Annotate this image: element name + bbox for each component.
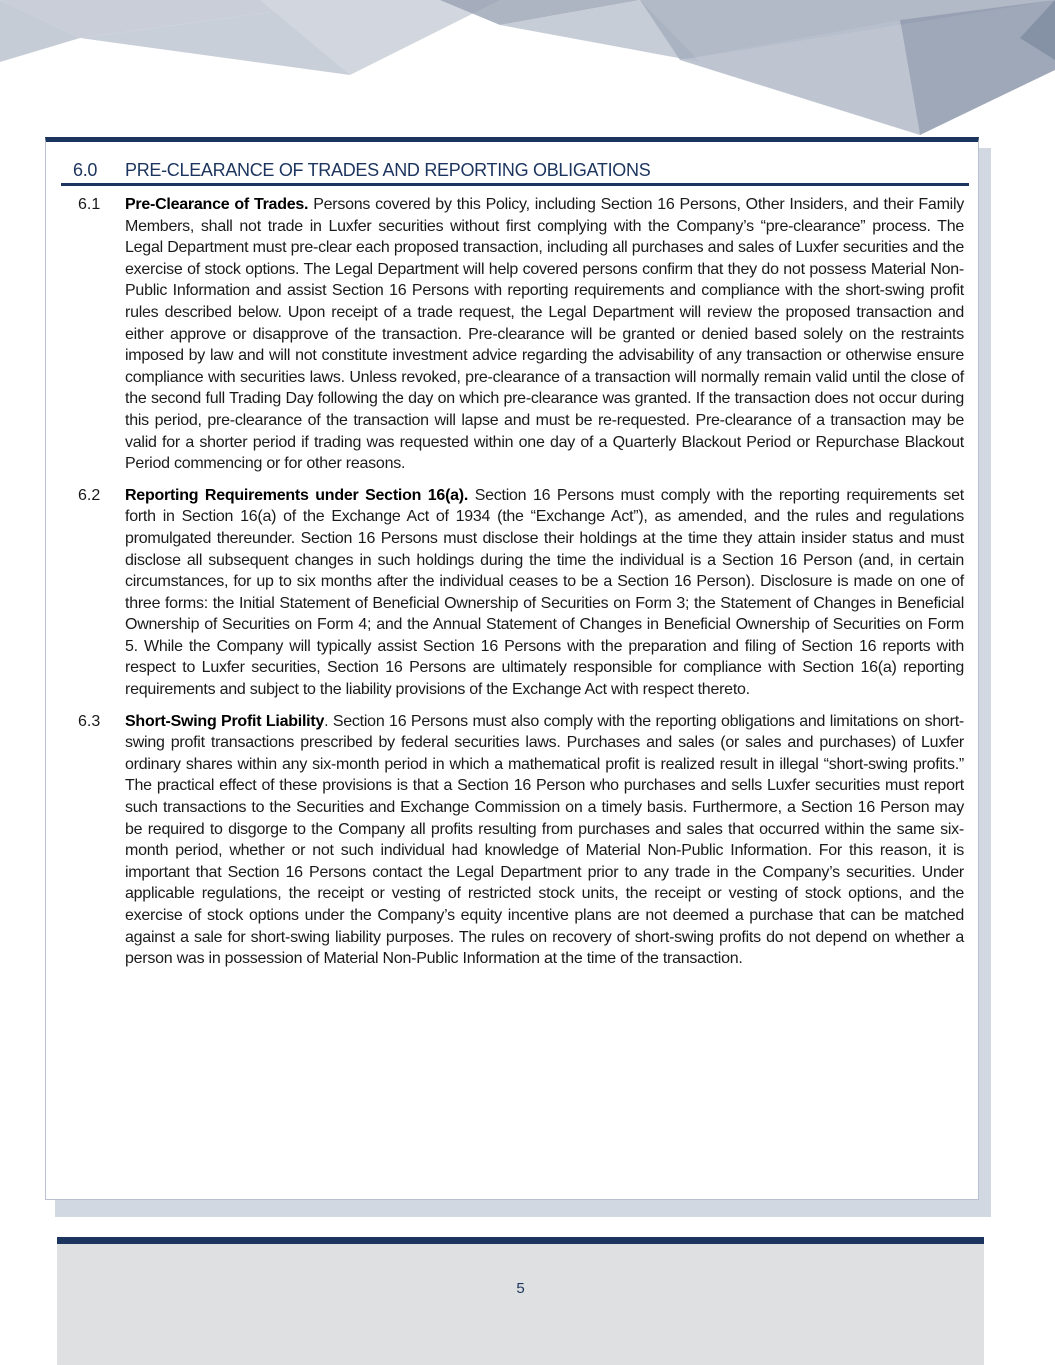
subsection-title: Short-Swing Profit Liability	[125, 712, 325, 730]
section-list	[78, 194, 964, 980]
subsection-body: Persons covered by this Policy, including Section 16 Persons, Other Insiders, and their Family Members, shall not trade in Luxfer securities without first complying with the Company’s “pre-clearance” process. The Legal Department must pre-clear each proposed transaction, including all purchases and sales of Luxfer securities and the exercise of stock options. The Legal Department will help covered persons confirm that they do not possess Material Non-Public Information and assist Section 16 Persons with reporting requirements and compliance with the short-swing profit rules described below. Upon receipt of a trade request, the Legal Department will review the proposed transaction and either approve or disapprove of the transaction. Pre-clearance will be granted or denied based solely on the restraints imposed by law and will not constitute investment advice regarding the advisability of any transaction or otherwise ensure compliance with securities laws. Unless revoked, pre-clearance of a transaction will normally remain valid until the close of the second full Trading Day following the day on which pre-clearance was granted. If the transaction does not occur during this period, pre-clearance of the transaction will lapse and must be re-requested. Pre-clearance of a transaction may be valid for a shorter period if trading was requested within one day of a Quarterly Blackout Period or Repurchase Blackout Period commencing or for other reasons.	[125, 196, 965, 473]
page-footer	[57, 1237, 984, 1365]
subsection-text	[125, 194, 964, 475]
subsection-6-3	[78, 711, 964, 970]
subsection-text	[125, 485, 964, 701]
page-number: 5	[516, 1280, 525, 1297]
section-number: 6.0	[73, 160, 98, 180]
subsection-title: Pre-Clearance of Trades.	[125, 196, 309, 213]
subsection-number: 6.3	[78, 712, 101, 730]
content-box	[45, 137, 979, 1200]
subsection-number: 6.1	[78, 196, 101, 213]
subsection-title: Reporting Requirements under Section 16(a).	[125, 486, 469, 504]
subsection-body: Section 16 Persons must comply with the reporting requirements set forth in Section 16(a) of the Exchange Act of 1934 (the “Exchange Act”), as amended, and the rules and regulations promulgated thereunder. Section 16 Persons must disclose their holdings at the time they attain insider status and must disclose all subsequent changes in such holdings during the time the individual is a Section 16 Person (and, in certain circumstances, for up to six months after the individual ceases to be a Section 16 Person). Disclosure is made on one of three forms: the Initial Statement of Beneficial Ownership of Securities on Form 3; the Statement of Changes in Beneficial Ownership of Securities on Form 4; and the Annual Statement of Changes in Beneficial Ownership of Securities on Form 5. While the Company will typically assist Section 16 Persons with the preparation and filing of Section 16 reports with respect to Luxfer securities, Section 16 Persons are ultimately responsible for compliance with Section 16(a) reporting requirements and subject to the liability provisions of the Exchange Act with respect thereto.	[125, 486, 964, 699]
subsection-number: 6.2	[78, 486, 101, 504]
section-title: PRE-CLEARANCE OF TRADES AND REPORTING OBLIGATIONS	[125, 160, 651, 180]
subsection-6-2	[78, 485, 964, 701]
subsection-6-1	[78, 194, 964, 475]
decorative-triangles-header	[0, 0, 1055, 140]
section-heading	[61, 160, 969, 186]
subsection-text	[125, 711, 964, 970]
subsection-body: . Section 16 Persons must also comply with the reporting obligations and limitations on short-swing profit transactions prescribed by federal securities laws. Purchases and sales (or sales and purchases) of Luxfer ordinary shares within any six-month period in which a mathematical profit is realized result in illegal “short-swing profits.” The practical effect of these provisions is that a Section 16 Person who purchases and sells Luxfer securities must report such transactions to the Securities and Exchange Commission on a timely basis. Furthermore, a Section 16 Person may be required to disgorge to the Company all profits resulting from purchases and sales that occurred within the same six-month period, whether or not such individual had knowledge of Material Non-Public Information. For this reason, it is important that Section 16 Persons contact the Legal Department prior to any trade in the Company’s securities. Under applicable regulations, the receipt or vesting of restricted stock units, the receipt or vesting of stock options, and the exercise of stock options under the Company’s equity incentive plans are not deemed a purchase that can be matched against a sale for short-swing liability purposes. The rules on recovery of short-swing profits do not depend on whether a person was in possession of Material Non-Public Information at the time of the transaction.	[125, 712, 965, 968]
